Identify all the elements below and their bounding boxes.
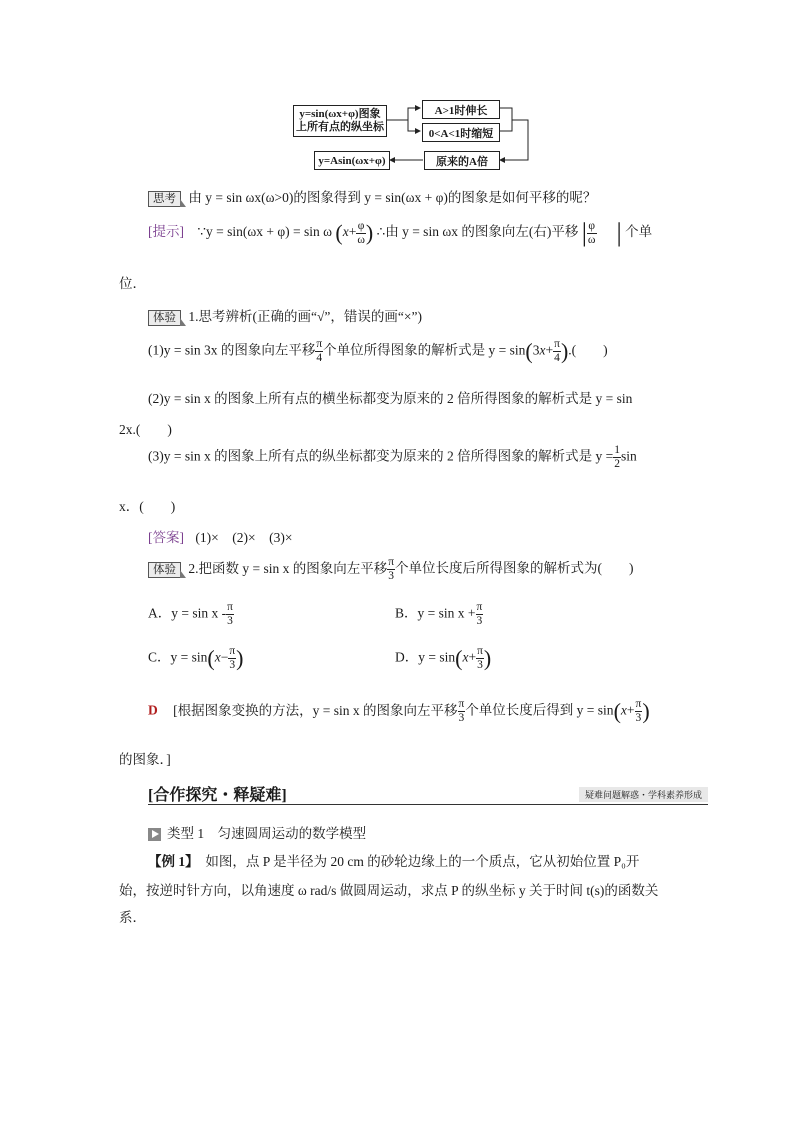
- exp1-q3c: x．( ): [119, 499, 176, 514]
- play-icon: [148, 828, 161, 841]
- source-line1: y=sin(ωx+φ)图象: [299, 108, 381, 120]
- thinking-text: 由 y = sin ωx(ω>0)的图象得到 y = sin(ωx + φ)的图象是如何平移的呢？: [188, 190, 597, 205]
- hint-abs-fraction: $\frac{\varphi}{\omega}$: [587, 219, 596, 246]
- example1-label: 【例 1】: [148, 854, 192, 869]
- exp1-q2a: (2)y = sin x 的图象上所有点的横坐标都变为原来的 2 倍所得图象的解析式是 y = sin: [148, 391, 633, 406]
- q3-text-b: sin: [620, 448, 637, 464]
- q1-fraction-pi4: $\frac{\pi}{4}$: [316, 338, 323, 364]
- option-c-fraction: $\frac{\pi}{3}$: [229, 645, 236, 671]
- hint-text-c: 个单: [625, 224, 653, 240]
- type1-label: 类型 1 匀速圆周运动的数学模型: [167, 826, 367, 841]
- option-d-fraction: $\frac{\pi}{3}$: [477, 645, 483, 671]
- exp1-q2b: 2x.( ): [119, 422, 172, 437]
- hint-fraction: $\frac{\varphi}{\omega}$: [357, 219, 365, 246]
- exp1-title-text: 1.思考辨析(正确的画“√”，错误的画“×”): [188, 309, 422, 324]
- q1-fraction-pi4-b: $\frac{\pi}{4}$: [554, 338, 560, 364]
- option-d[interactable]: D．y = sin(x+ $\frac{\pi}{3}$ ): [395, 645, 492, 671]
- exp1-answer: [148, 526, 292, 546]
- exp1-title: [148, 305, 422, 326]
- exp1-q1: (1)y = sin 3x 的图象向左平移 $\frac{\pi}{4}$ 个单位所得图象的解析式是 y = sin(3x+ $\frac{\pi}{4}$ ).( ): [148, 338, 608, 364]
- q1-text-a: (1)y = sin 3x 的图象向左平移: [148, 342, 316, 358]
- exp2-answer-fraction-b: $\frac{\pi}{3}$: [635, 698, 642, 724]
- option-a-text: A．y = sin x -: [148, 605, 227, 621]
- exp2-answer-tail: 的图象．]: [119, 752, 171, 767]
- q1-text-c: .( ): [568, 342, 608, 358]
- example1-line1: [148, 850, 639, 870]
- option-a[interactable]: [148, 601, 234, 628]
- exp1-tag: 体验: [148, 310, 181, 326]
- option-b[interactable]: [395, 601, 483, 628]
- shrink-label: 0<A<1时缩短: [428, 127, 494, 140]
- exp2-answer-b: 个单位长度后得到 y = sin: [465, 702, 614, 718]
- answer-text: (1)× (2)× (3)×: [195, 530, 293, 545]
- example1-line2: 始，按逆时针方向，以角速度 ω rad/s 做圆周运动，求点 P 的纵坐标 y 关于时间 t(s)的函数关: [119, 883, 659, 898]
- stretch-label: A>1时伸长: [434, 104, 488, 117]
- option-c[interactable]: C．y = sin(x− $\frac{\pi}{3}$ ): [148, 645, 244, 671]
- answer-label: [答案]: [148, 530, 184, 545]
- answer-letter: D: [148, 702, 158, 718]
- hint-text-a: ∵y = sin(ωx + φ) = sin ω: [197, 224, 332, 240]
- thinking-tag: 思考: [148, 191, 181, 207]
- q1-text-b: 个单位所得图象的解析式是 y = sin: [323, 342, 526, 358]
- option-b-text: B．y = sin x +: [395, 605, 476, 621]
- q3-fraction-half: $\frac{1}{2}$: [614, 444, 620, 470]
- section-header: [148, 782, 708, 805]
- times-label: 原来的A倍: [436, 155, 488, 168]
- exp2-answer-a: [根据图象变换的方法，y = sin x 的图象向左平移: [173, 702, 458, 718]
- thinking-question: [148, 186, 596, 207]
- exp2-title-b: 个单位长度后所得图象的解析式为( ): [395, 560, 634, 576]
- exp2-answer: D [根据图象变换的方法，y = sin x 的图象向左平移 $\frac{\pi}{3}$ 个单位长度后得到 y = sin(x+ $\frac{\pi}{3}$ ): [148, 698, 650, 724]
- hint-tail: 位．: [119, 276, 146, 291]
- section-subtitle: 疑难问题解惑・学科素养形成: [579, 787, 708, 802]
- exp2-title-a: 2.把函数 y = sin x 的图象向左平移: [188, 560, 388, 576]
- exp2-answer-fraction: $\frac{\pi}{3}$: [458, 698, 465, 724]
- result-label: y=Asin(ωx+φ): [318, 154, 386, 167]
- hint-text-b: ∴由 y = sin ωx 的图象向左(右)平移: [376, 224, 579, 240]
- option-c-text: C．y = sin: [148, 649, 208, 665]
- exp1-q3: [148, 444, 637, 471]
- exp2-fraction: $\frac{\pi}{3}$: [388, 556, 395, 582]
- exp2-title: [148, 556, 634, 583]
- diagram-arrows: [0, 0, 794, 200]
- hint-line: [提示] ∵y = sin(ωx + φ) = sin ω (x+ $\frac{\varphi}{\omega}$ ) ∴由 y = sin ωx 的图象向左(右)平移 | $\frac{\varphi}{\omega}$ | 个单: [148, 218, 653, 247]
- option-b-fraction: $\frac{\pi}{3}$: [476, 601, 483, 627]
- source-line2: 上所有点的纵坐标: [296, 121, 384, 133]
- q3-text-a: (3)y = sin x 的图象上所有点的纵坐标都变为原来的 2 倍所得图象的解析式是 y =: [148, 448, 614, 464]
- option-d-text: D．y = sin: [395, 649, 456, 665]
- section-title: [合作探究・释疑难]: [148, 787, 287, 804]
- option-a-fraction: $\frac{\pi}{3}$: [227, 601, 233, 627]
- example1-text1: 如图，点 P 是半径为 20 cm 的砂轮边缘上的一个质点，它从初始位置 P₀开: [191, 854, 640, 869]
- example1-line3: 系．: [119, 910, 146, 925]
- hint-label: [提示]: [148, 224, 184, 240]
- type1-heading: [148, 822, 366, 842]
- exp2-tag: 体验: [148, 562, 181, 578]
